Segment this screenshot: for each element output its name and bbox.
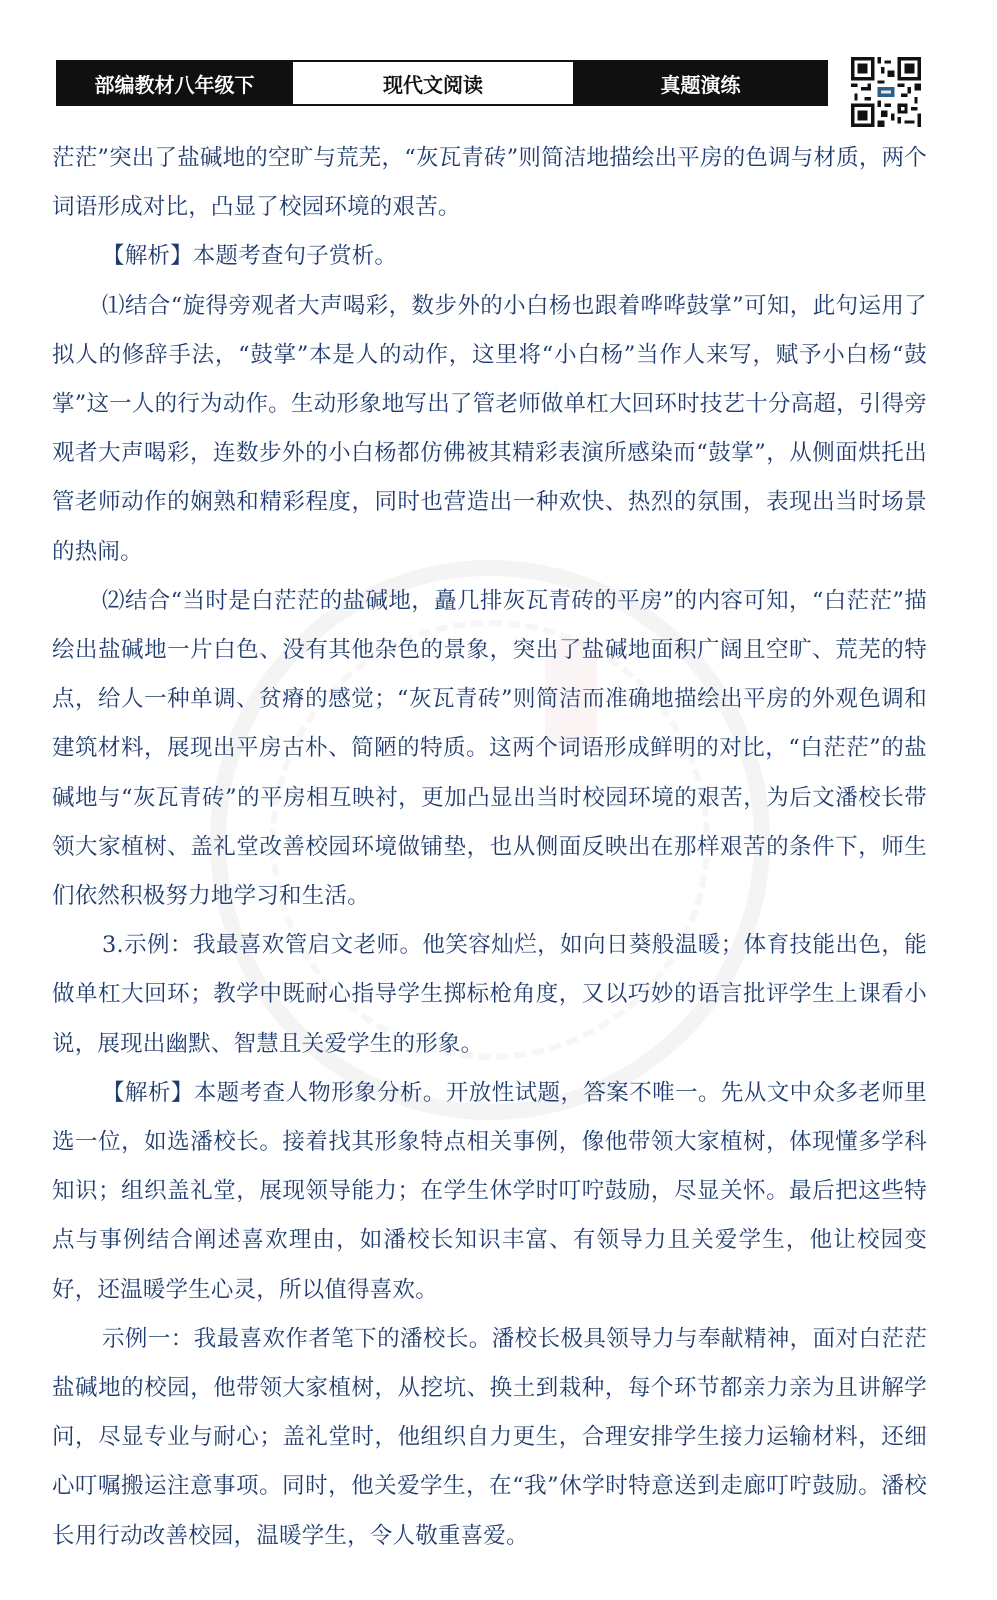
paragraph-analysis-3: 【解析】本题考查人物形象分析。开放性试题，答案不唯一。先从文中众多老师里选一位，如选潘校长。接着找其形象特点相关事例，像他带领大家植树，体现懂多学科知识；组织盖礼堂，展现领导能力；在学生休学时叮咛鼓励，尽显关怀。最后把这些特点与事例结合阐述喜欢理由，如潘校长知识丰富、有领导力且关爱学生，他让校园变好，还温暖学生心灵，所以值得喜欢。 bbox=[52, 1079, 927, 1303]
paragraph-point-2: ⑵结合“当时是白茫茫的盐碱地，矗几排灰瓦青砖的平房”的内容可知，“白茫茫”描绘出盐碱地一片白色、没有其他杂色的景象，突出了盐碱地面积广阔且空旷、荒芜的特点，给人一种单调、贫瘠的感觉；“灰瓦青砖”则简洁而准确地描绘出平房的外观色调和建筑材料，展现出平房古朴、简陋的特质。这两个词语形成鲜明的对比，“白茫茫”的盐碱地与“灰瓦青砖”的平房相互映衬，更加凸显出当时校园环境的艰苦，为后文潘校长带领大家植树、盖礼堂改善校园环境做铺垫，也从侧面反映出在那样艰苦的条件下，师生们依然积极努力地学习和生活。 bbox=[52, 587, 927, 910]
paragraph-analysis-heading: 【解析】本题考查句子赏析。 bbox=[102, 243, 398, 270]
paragraph-continuation: 茫茫”突出了盐碱地的空旷与荒芜，“灰瓦青砖”则简洁地描绘出平房的色调与材质，两个词语形成对比，凸显了校园环境的艰苦。 bbox=[52, 145, 928, 221]
paragraph-point-1: ⑴结合“旋得旁观者大声喝彩，数步外的小白杨也跟着哗哗鼓掌”可知，此句运用了拟人的修辞手法，“鼓掌”本是人的动作，这里将“小白杨”当作人来写，赋予小白杨“鼓掌”这一人的行为动作。生动形象地写出了管老师做单杠大回环时技艺十分高超，引得旁观者大声喝彩，连数步外的小白杨都仿佛被其精彩表演所感染而“鼓掌”，从侧面烘托出管老师动作的娴熟和精彩程度，同时也营造出一种欢快、热烈的氛围，表现出当时场景的热闹。 bbox=[52, 292, 927, 565]
answer-content bbox=[52, 134, 927, 1561]
paragraph-answer-3: 3.示例：我最喜欢管启文老师。他笑容灿烂，如向日葵般温暖；体育技能出色，能做单杠大回环；教学中既耐心指导学生掷标枪角度，又以巧妙的语言批评学生上课看小说，展现出幽默、智慧且关爱学生的形象。 bbox=[52, 932, 927, 1057]
header-exercise-label: 真题演练 bbox=[575, 62, 826, 104]
page-header-bar bbox=[56, 60, 828, 106]
header-section-label: 现代文阅读 bbox=[291, 62, 575, 104]
paragraph-example-1: 示例一：我最喜欢作者笔下的潘校长。潘校长极具领导力与奉献精神，面对白茫茫盐碱地的校园，他带领大家植树，从挖坑、换土到栽种，每个环节都亲力亲为且讲解学问，尽显专业与耐心；盖礼堂时，他组织自力更生，合理安排学生接力运输材料，还细心叮嘱搬运注意事项。同时，他关爱学生，在“我”休学时特意送到走廊叮咛鼓励。潘校长用行动改善校园，温暖学生，令人敬重喜爱。 bbox=[52, 1325, 927, 1549]
qr-code-icon bbox=[851, 57, 921, 127]
header-grade-label: 部编教材八年级下 bbox=[58, 62, 291, 104]
